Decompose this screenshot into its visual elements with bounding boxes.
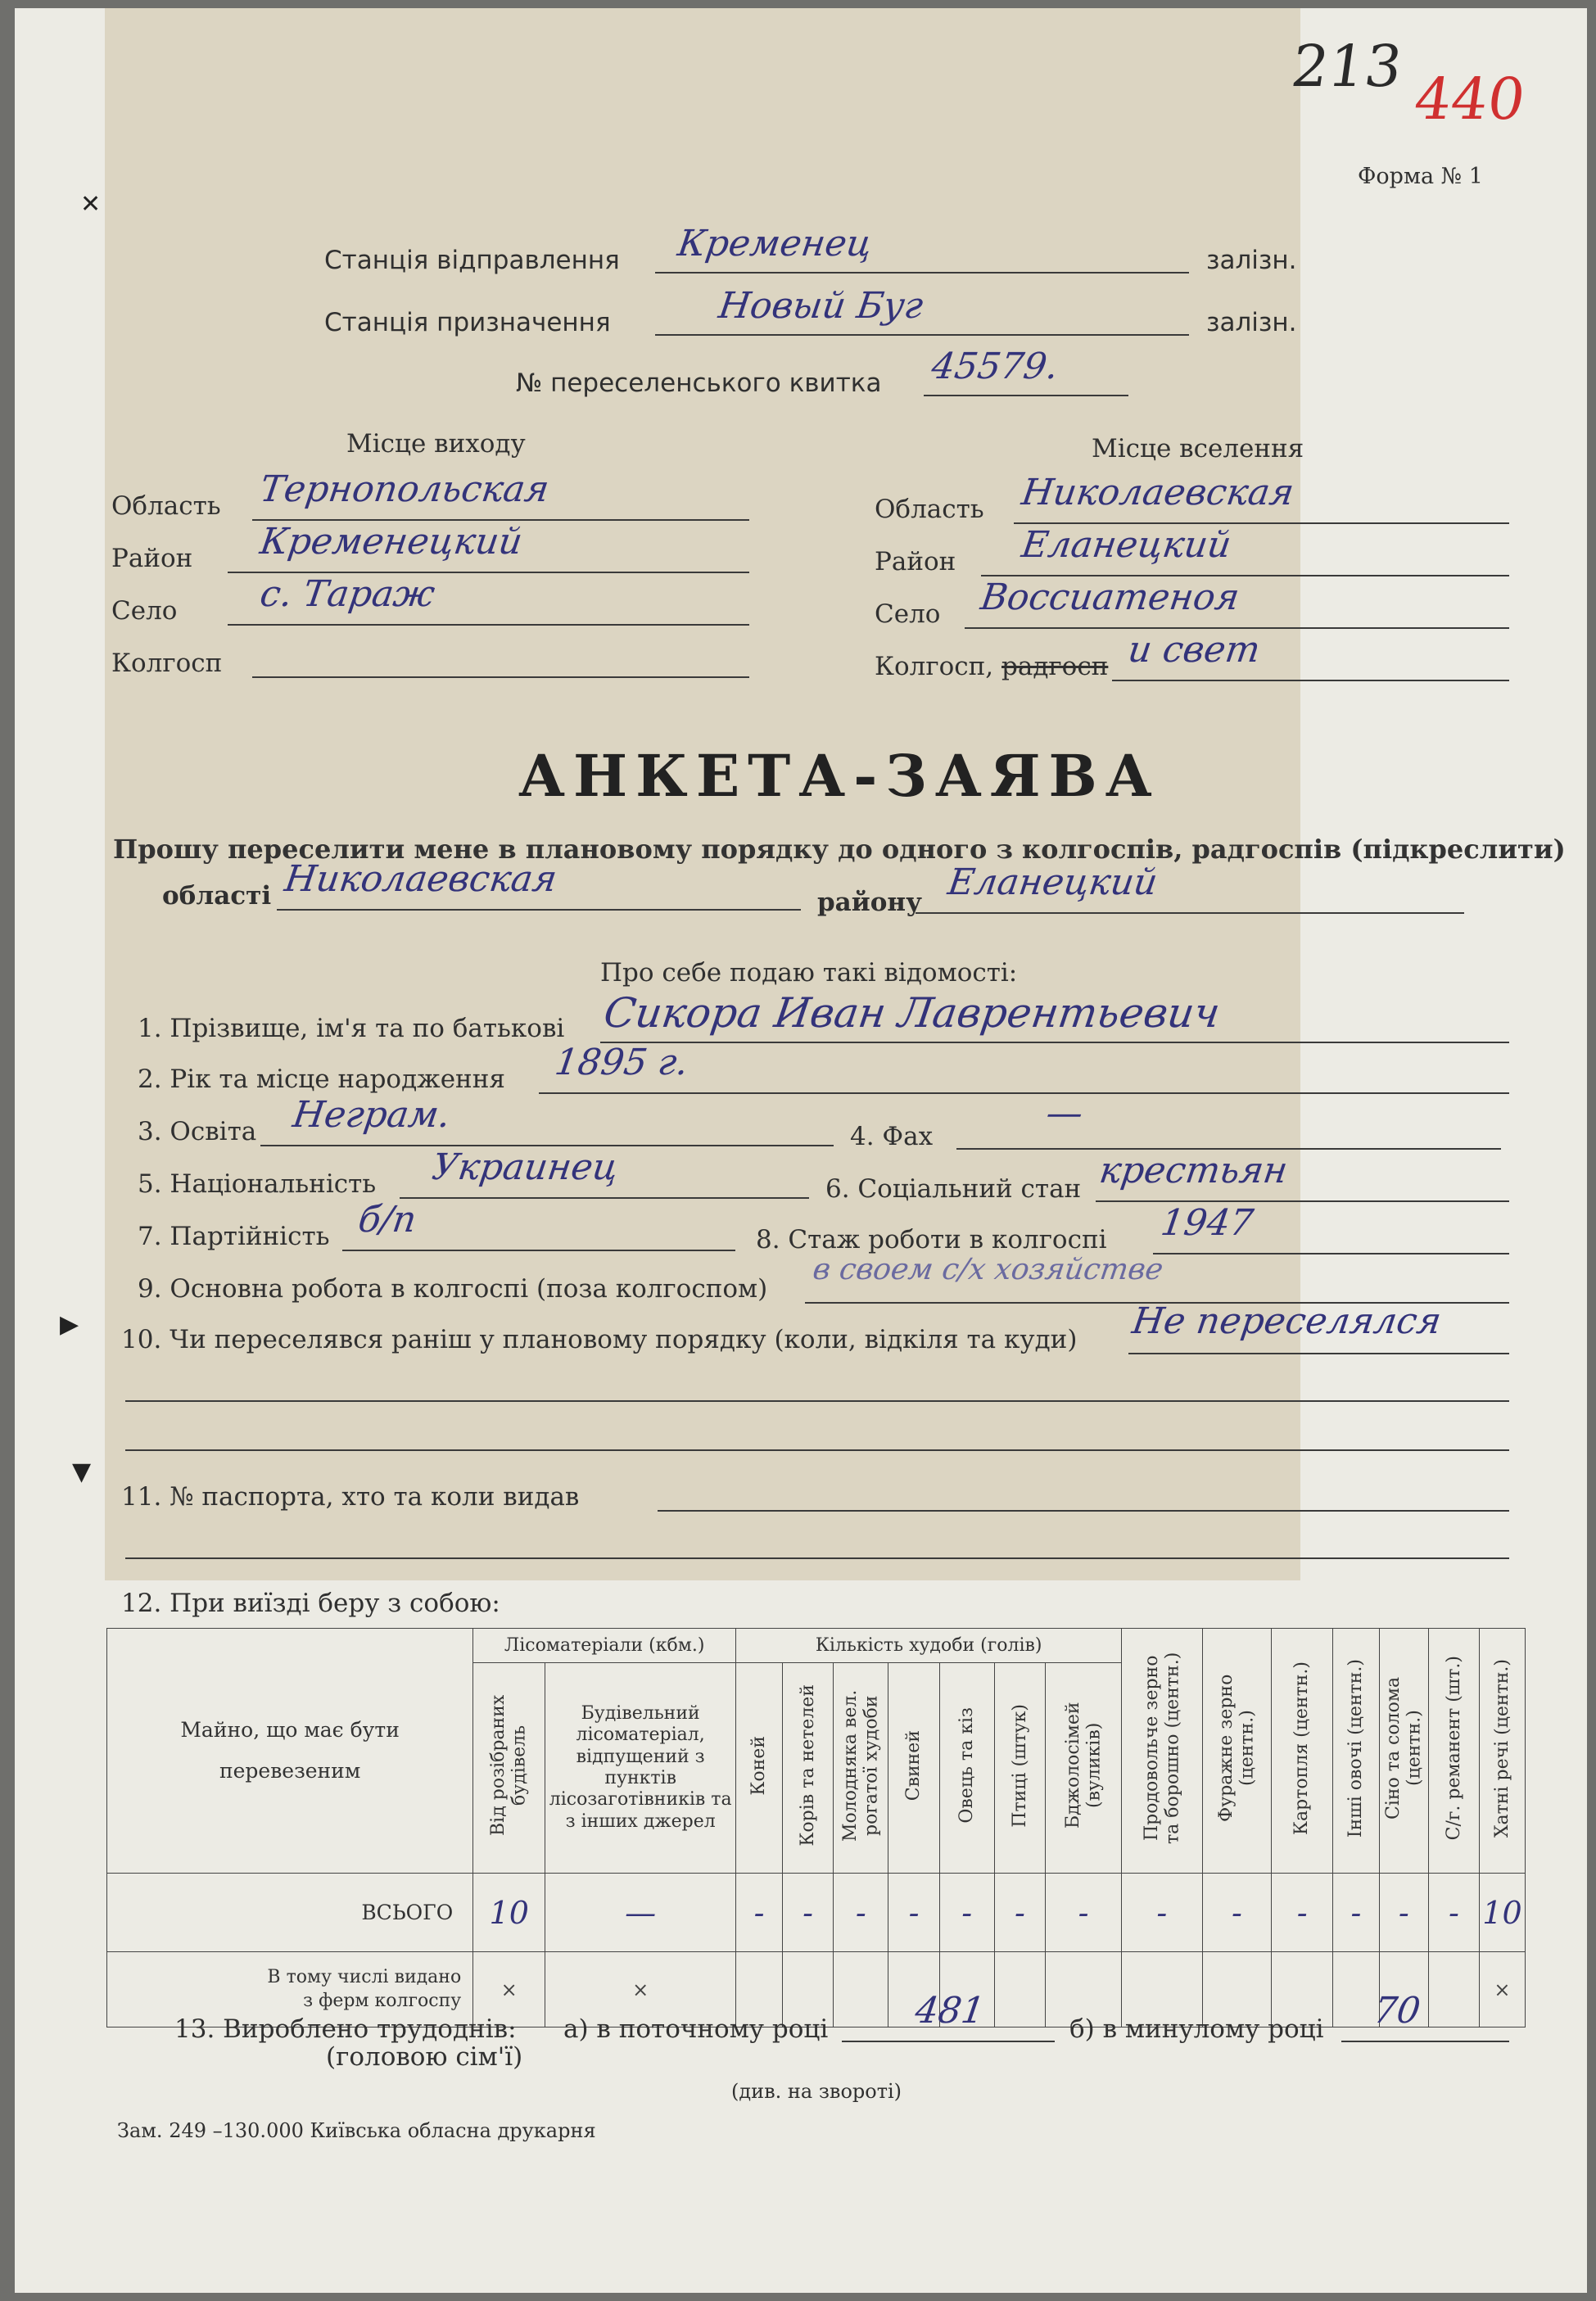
col-bees: Бджолосімей (вуликів)	[1062, 1702, 1105, 1829]
col-potato: Картопля (центн.)	[1291, 1661, 1313, 1835]
item-1-value: Сикора Иван Лаврентьевич	[600, 989, 1223, 1037]
document-title: АНКЕТА-ЗАЯВА	[518, 742, 1160, 810]
origin-district-label: Район	[111, 544, 193, 573]
settlement-oblast-value: Николаевская	[1019, 472, 1297, 513]
table-header-lumber: Лісоматеріали (кбм.)	[473, 1629, 736, 1663]
col-vegetables: Інші овочі (центн.)	[1345, 1658, 1367, 1838]
destination-station-value: Новый Буг	[716, 285, 926, 327]
item-8-value: 1947	[1158, 1202, 1256, 1244]
departure-rail-label: залізн.	[1206, 246, 1297, 275]
form-number: Форма № 1	[1358, 164, 1483, 189]
request-oblast-value: Николаевская	[282, 858, 560, 900]
archive-number-black: 213	[1287, 33, 1407, 100]
col-household: Хатні речі (центн.)	[1491, 1658, 1512, 1838]
item-8-label: 8. Стаж роботи в колгоспі	[756, 1225, 1107, 1254]
settlement-district-label: Район	[875, 547, 956, 576]
item-11-label: 11. № паспорта, хто та коли видав	[121, 1482, 580, 1512]
col-young-cattle: Молодняка вел. рогатої худоби	[840, 1689, 882, 1842]
item-9-value: в своем с/х хозяйстве	[811, 1253, 1165, 1286]
item-7-label: 7. Партійність	[138, 1222, 330, 1251]
col-tools: С/г. реманент (шт.)	[1443, 1656, 1464, 1841]
see-reverse-note: (див. на звороті)	[731, 2080, 902, 2103]
current-year-value: 481	[912, 1990, 988, 2032]
departure-station-value: Кременец	[675, 223, 875, 264]
origin-village-label: Село	[111, 596, 178, 626]
origin-kolkhoz-label: Колгосп	[111, 649, 223, 678]
item-9-label: 9. Основна робота в колгоспі (поза колгоспом)	[138, 1274, 768, 1304]
table-header-livestock: Кількість худоби (голів)	[736, 1629, 1122, 1663]
current-year-label: а) в поточному році	[563, 2014, 829, 2044]
col-horses: Коней	[748, 1735, 770, 1796]
request-text: Прошу переселити мене в плановому порядку до одного з колгоспів, радгоспів (підкреслити)	[113, 834, 1566, 865]
arrow-mark-icon: ▼	[72, 1458, 92, 1486]
table-row-issued: В тому числі видано з ферм колгоспу × × ×	[107, 1952, 1526, 2028]
item-4-value: —	[1043, 1092, 1086, 1134]
item-10-value: Не переселялся	[1129, 1300, 1445, 1342]
item-3-value: Неграм.	[290, 1094, 454, 1136]
item-10-label: 10. Чи переселявся раніш у плановому порядку (коли, відкіля та куди)	[121, 1325, 1078, 1354]
origin-district-value: Кременецкий	[257, 521, 526, 563]
archive-number-red: 440	[1410, 66, 1530, 133]
col-pigs: Свиней	[903, 1729, 925, 1801]
item-2-label: 2. Рік та місце народження	[138, 1065, 505, 1094]
row-total-label: ВСЬОГО	[107, 1874, 473, 1952]
col-hay: Сіно та солома (центн.)	[1383, 1676, 1425, 1820]
printer-footer: Зам. 249 –130.000 Київська обласна друкарня	[117, 2119, 596, 2142]
previous-year-label: б) в минулому році	[1069, 2014, 1324, 2044]
item-12-label: 12. При виїзді беру з собою:	[121, 1589, 500, 1618]
ticket-number-label: № переселенського квитка	[516, 368, 882, 398]
arrow-mark-icon: ▶	[60, 1310, 79, 1339]
col-cows: Корів та нетелей	[797, 1684, 818, 1847]
table-row-total: ВСЬОГО 10 — - - - - - - - - - - - - - 10	[107, 1874, 1526, 1952]
origin-oblast-value: Тернопольская	[257, 468, 552, 510]
form-sheet	[15, 8, 1587, 2293]
departure-station-label: Станція відправлення	[324, 246, 620, 275]
item-6-value: крестьян	[1096, 1150, 1291, 1191]
struck-radhosp-label: радгосп	[1001, 652, 1109, 681]
settlement-kolkhoz-value: и свет	[1125, 629, 1263, 671]
settlement-village-value: Воссиатеноя	[978, 576, 1242, 618]
item-5-value: Украинец	[429, 1146, 622, 1188]
origin-heading: Місце виходу	[346, 429, 526, 459]
item-5-label: 5. Національність	[138, 1169, 377, 1199]
destination-station-label: Станція призначення	[324, 308, 611, 337]
request-district-value: Еланецкий	[945, 861, 1160, 903]
col-poultry: Птиці (штук)	[1009, 1703, 1030, 1828]
request-oblast-label: області	[162, 881, 272, 911]
item-4-label: 4. Фах	[850, 1122, 934, 1151]
settlement-village-label: Село	[875, 599, 941, 629]
settlement-district-value: Еланецкий	[1019, 524, 1234, 566]
col-fodder: Фуражне зерно (центн.)	[1216, 1674, 1258, 1823]
ticket-number-value: 45579.	[929, 346, 1061, 387]
item-3-label: 3. Освіта	[138, 1117, 257, 1146]
col-building-lumber: Будівельний лісоматеріал, відпущений з пунктів лісозаготівників та з інших джерел	[545, 1663, 736, 1874]
item-13-sublabel: (головою сім'ї)	[326, 2042, 523, 2072]
col-sheep: Овець та кіз	[956, 1707, 978, 1824]
origin-oblast-label: Область	[111, 491, 221, 521]
punch-mark-icon: ✕	[80, 190, 102, 219]
destination-rail-label: залізн.	[1206, 308, 1297, 337]
item-2-value: 1895 г.	[552, 1042, 691, 1083]
property-table	[106, 1628, 1526, 2028]
settlement-kolkhoz-label: Колгосп, радгосп	[875, 652, 1109, 681]
request-district-label: району	[817, 888, 922, 917]
row-issued-label: В тому числі видано з ферм колгоспу	[107, 1952, 473, 2028]
origin-village-value: с. Тараж	[257, 573, 438, 615]
item-7-value: б/п	[355, 1199, 419, 1241]
col-dismantled: Від розібраних будівель	[488, 1694, 530, 1837]
previous-year-value: 70	[1371, 1990, 1423, 2032]
table-header-property: Майно, що має бути перевезеним	[107, 1629, 473, 1874]
item-6-label: 6. Соціальний стан	[825, 1174, 1082, 1204]
settlement-oblast-label: Область	[875, 495, 984, 524]
item-13-label: 13. Вироблено трудоднів:	[174, 2014, 517, 2044]
item-1-label: 1. Прізвище, ім'я та по батькові	[138, 1014, 565, 1043]
col-grain: Продовольче зерно та борошно (центн.)	[1141, 1652, 1182, 1845]
settlement-heading: Місце вселення	[1092, 434, 1304, 463]
about-self-heading: Про себе подаю такі відомості:	[600, 958, 1018, 988]
